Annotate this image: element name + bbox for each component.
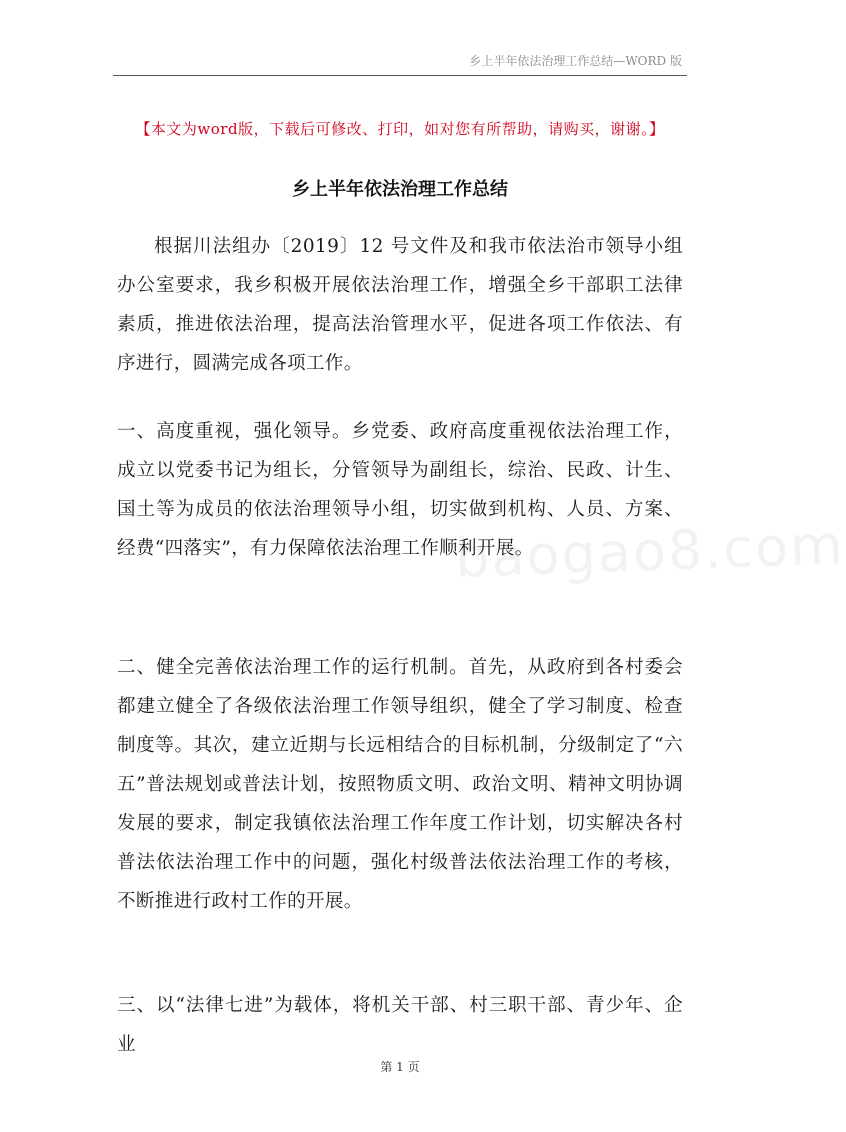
header-divider [113,75,687,76]
paragraph-section-3: 三、以“法律七进”为载体，将机关干部、村三职干部、青少年、企业 [117,995,683,1055]
page-number: 第 1 页 [380,1060,420,1074]
purchase-notice: 【本文为word版，下载后可修改、打印，如对您有所帮助，请购买，谢谢。】 [135,120,665,138]
watermark: baogao8.com [454,513,846,590]
paragraph-section-1: 一、高度重视，强化领导。乡党委、政府高度重视依法治理工作，成立以党委书记为组长，分管领导为副组长，综治、民政、计生、国土等为成员的依法治理领导小组，切实做到机构、人员、方案、经费“四落实”，有力保障依法治理工作顺利开展。 [117,421,683,559]
document-title: 乡上半年依法治理工作总结 [292,179,508,200]
paragraph-section-2: 二、健全完善依法治理工作的运行机制。首先，从政府到各村委会都建立健全了各级依法治理工作领导组织，健全了学习制度、检查制度等。其次，建立近期与长远相结合的目标机制，分级制定了“六五”普法规划或普法计划，按照物质文明、政治文明、精神文明协调发展的要求，制定我镇依法治理工作年度工作计划，切实解决各村普法依法治理工作中的问题，强化村级普法依法治理工作的考核，不断推进行政村工作的开展。 [117,657,683,912]
running-header: 乡上半年依法治理工作总结—WORD 版 [469,54,682,68]
paragraph-intro: 根据川法组办〔2019〕12 号文件及和我市依法治市领导小组办公室要求，我乡积极开展依法治理工作，增强全乡干部职工法律素质，推进依法治理，提高法治管理水平，促进各项工作依法、有序进行，圆满完成各项工作。 [117,236,683,374]
